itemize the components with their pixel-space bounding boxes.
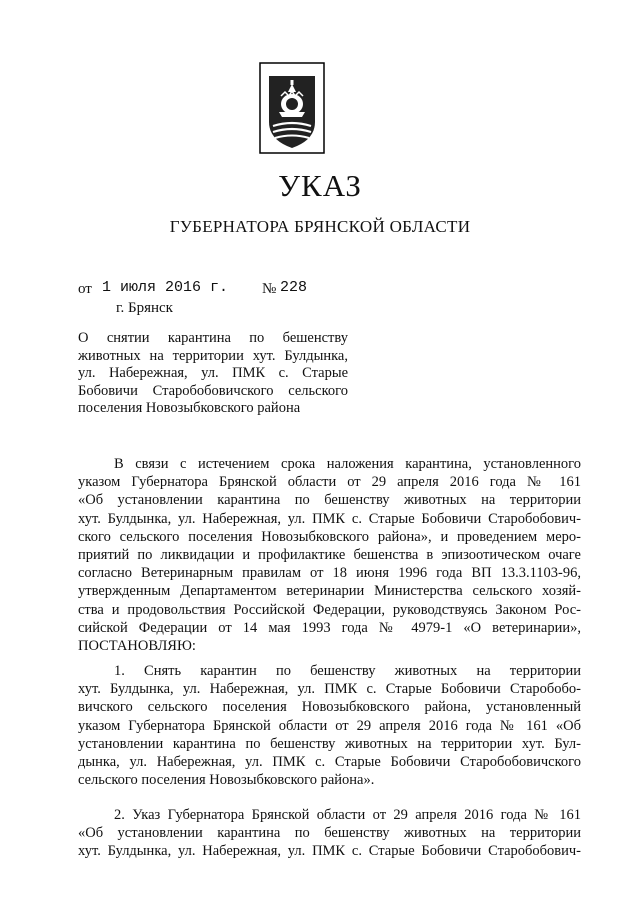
item-1-paragraph	[78, 662, 581, 789]
document-title: УКАЗ	[278, 168, 362, 203]
body-line: согласно Ветеринарным правилам от 18 июня 1996 года ВП 13.3.1103-96,	[78, 565, 581, 582]
body-line: указом Губернатора Брянской области от 29 апреля 2016 года № 161 «Об	[78, 717, 581, 734]
subject-line: поселения Новозыбковского района	[78, 400, 301, 416]
subject-line: Бобовичи Старобобовичского сельского	[78, 382, 348, 399]
body-line: 2. Указ Губернатора Брянской области от 29 апреля 2016 года № 161	[114, 807, 581, 823]
document-subtitle: ГУБЕРНАТОРА БРЯНСКОЙ ОБЛАСТИ	[169, 217, 471, 236]
preamble-paragraph	[78, 455, 581, 655]
body-line: 1. Снять карантин по бешенству животных на территории	[114, 663, 581, 679]
number-value: 228	[280, 279, 308, 296]
body-line: ства и продовольствия Российской Федерации, руководствуясь Законом Рос-	[78, 601, 581, 618]
body-line: хут. Булдынка, ул. Набережная, ул. ПМК с. Старые Бобовичи Старобобо-	[78, 681, 581, 698]
subject-line: животных на территории хут. Булдынка,	[78, 347, 348, 364]
body-line: хут. Булдынка, ул. Набережная, ул. ПМК с. Старые Бобовичи Старобобович-	[78, 843, 581, 860]
body-line: хут. Булдынка, ул. Набережная, ул. ПМК с. Старые Бобовичи Старобобович-	[78, 510, 581, 527]
date-value: 1 июля 2016 г.	[102, 279, 229, 296]
body-line: сельского поселения Новозыбковского района».	[78, 772, 375, 789]
body-line: вичского сельского поселения Новозыбковского района, установленный	[78, 699, 581, 716]
bryansk-coat-of-arms-icon	[259, 62, 325, 154]
date-prefix: от	[78, 281, 92, 297]
body-line: «Об установлении карантина по бешенству животных на территории	[78, 825, 581, 842]
body-line: В связи с истечением срока наложения карантина, установленного	[114, 456, 581, 472]
subject-line: ул. Набережная, ул. ПМК с. Старые	[78, 365, 348, 381]
city: г. Брянск	[116, 300, 173, 316]
body-line: утвержденным Департаментом ветеринарии Министерства сельского хозяй-	[78, 583, 581, 600]
body-line: «Об установлении карантина по бешенству животных на территории	[78, 492, 581, 509]
number-prefix: №	[262, 281, 277, 297]
body-line: указом Губернатора Брянской области от 29 апреля 2016 года № 161	[78, 474, 581, 491]
body-line: приятий по ликвидации и профилактике бешенства в эпизоотическом очаге	[78, 547, 581, 564]
body-line: установлении карантина по бешенству животных на территории хут. Бул-	[78, 735, 581, 752]
body-line: дынка, ул. Набережная, ул. ПМК с. Старые Бобовичи Старобобовичского	[78, 754, 581, 771]
body-line: сийской Федерации от 14 мая 1993 года № 4979-1 «О ветеринарии»,	[78, 619, 581, 636]
body-line: ского сельского поселения Новозыбковского района», и проведением меро-	[78, 528, 581, 545]
item-2-paragraph	[78, 806, 581, 861]
subject-block	[78, 330, 348, 418]
subject-line: О снятии карантина по бешенству	[78, 330, 348, 346]
resolution-word: ПОСТАНОВЛЯЮ:	[78, 638, 196, 655]
